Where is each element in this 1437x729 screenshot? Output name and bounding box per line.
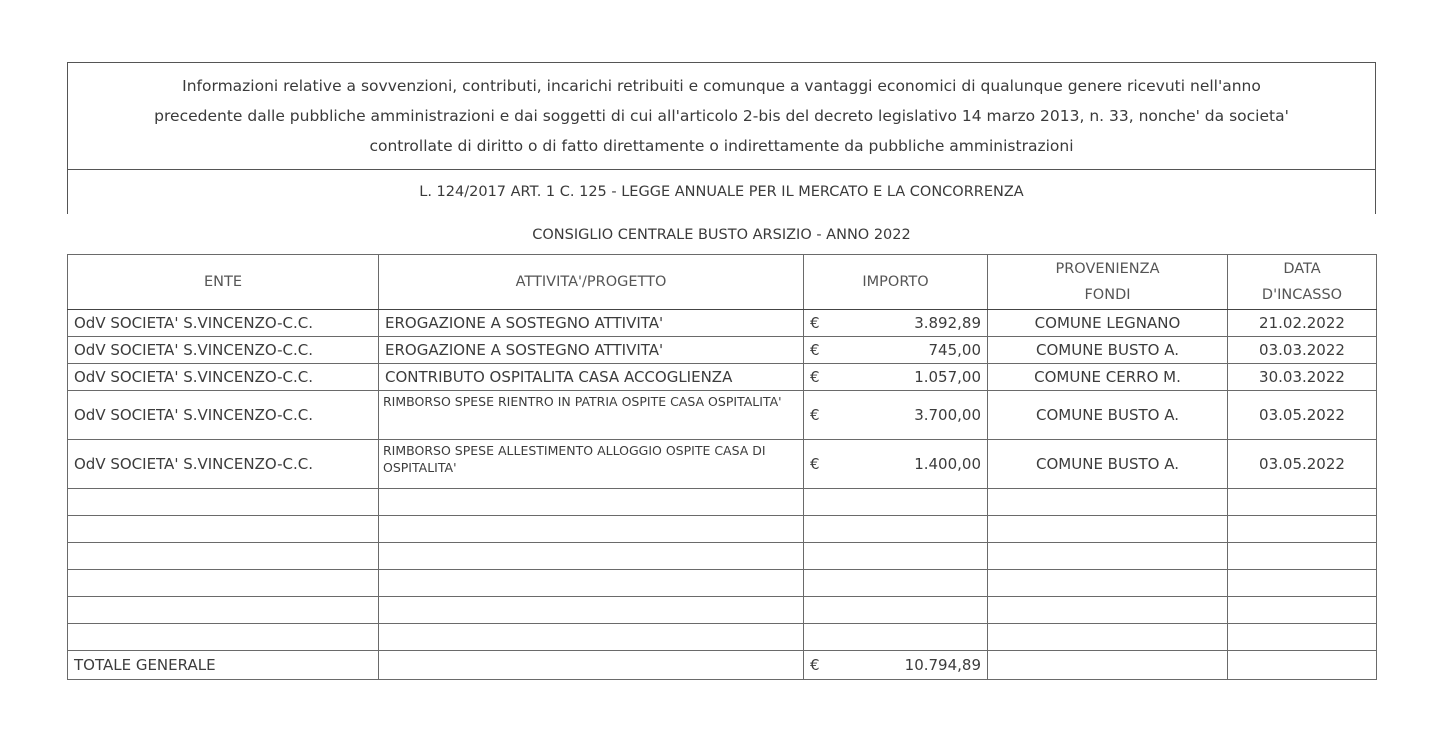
amount-value: 745,00 — [928, 341, 981, 359]
cell-provenienza: COMUNE BUSTO A. — [988, 391, 1228, 440]
cell-provenienza: COMUNE CERRO M. — [988, 364, 1228, 391]
intro-line-1: Informazioni relative a sovvenzioni, contributi, incarichi retribuiti e comunque a vantaggi economici di qualunque genere ricevuti nell'anno — [182, 77, 1261, 95]
col-header-provenienza — [988, 255, 1228, 310]
empty-cell — [988, 516, 1228, 543]
intro-box — [67, 62, 1376, 170]
empty-cell — [988, 543, 1228, 570]
col-header-provenienza-line1: PROVENIENZA — [1055, 261, 1160, 277]
council-title: CONSIGLIO CENTRALE BUSTO ARSIZIO - ANNO 2022 — [532, 227, 911, 243]
cell-ente: OdV SOCIETA' S.VINCENZO-C.C. — [68, 364, 379, 391]
cell-importo — [804, 337, 988, 364]
empty-cell — [988, 570, 1228, 597]
cell-attivita: CONTRIBUTO OSPITALITA CASA ACCOGLIENZA — [379, 364, 804, 391]
empty-cell — [68, 624, 379, 651]
cell-data: 03.05.2022 — [1228, 440, 1377, 489]
col-header-importo: IMPORTO — [804, 255, 988, 310]
col-header-attivita: ATTIVITA'/PROGETTO — [379, 255, 804, 310]
cell-importo — [804, 364, 988, 391]
currency-symbol: € — [810, 368, 820, 386]
total-importo — [804, 651, 988, 680]
empty-cell — [1228, 516, 1377, 543]
col-header-provenienza-line2: FONDI — [1084, 287, 1131, 303]
currency-symbol: € — [810, 656, 820, 674]
total-row — [68, 651, 1377, 680]
cell-ente: OdV SOCIETA' S.VINCENZO-C.C. — [68, 337, 379, 364]
empty-cell — [68, 516, 379, 543]
empty-cell — [379, 624, 804, 651]
empty-cell — [1228, 597, 1377, 624]
intro-line-3: controllate di diritto o di fatto direttamente o indirettamente da pubbliche amministrazioni — [369, 137, 1074, 155]
cell-ente: OdV SOCIETA' S.VINCENZO-C.C. — [68, 310, 379, 337]
empty-row — [68, 597, 1377, 624]
cell-attivita: EROGAZIONE A SOSTEGNO ATTIVITA' — [379, 337, 804, 364]
amount-value: 3.700,00 — [914, 406, 981, 424]
intro-text — [154, 71, 1289, 161]
empty-cell — [804, 489, 988, 516]
cell-ente: OdV SOCIETA' S.VINCENZO-C.C. — [68, 391, 379, 440]
table-header-row — [68, 255, 1377, 310]
col-header-ente: ENTE — [68, 255, 379, 310]
empty-cell — [1228, 624, 1377, 651]
empty-cell — [988, 651, 1228, 680]
cell-importo — [804, 310, 988, 337]
currency-symbol: € — [810, 406, 820, 424]
total-label: TOTALE GENERALE — [68, 651, 379, 680]
empty-cell — [379, 516, 804, 543]
empty-row — [68, 489, 1377, 516]
empty-cell — [988, 597, 1228, 624]
cell-attivita: RIMBORSO SPESE ALLESTIMENTO ALLOGGIO OSPITE CASA DI OSPITALITA' — [379, 440, 804, 489]
funding-table — [67, 254, 1377, 680]
total-amount-value: 10.794,89 — [904, 656, 981, 674]
empty-cell — [1228, 489, 1377, 516]
empty-cell — [379, 651, 804, 680]
table-row — [68, 364, 1377, 391]
empty-cell — [988, 489, 1228, 516]
empty-row — [68, 516, 1377, 543]
empty-cell — [379, 570, 804, 597]
currency-symbol: € — [810, 455, 820, 473]
currency-symbol: € — [810, 341, 820, 359]
table-row — [68, 391, 1377, 440]
empty-cell — [68, 543, 379, 570]
cell-provenienza: COMUNE BUSTO A. — [988, 337, 1228, 364]
table-row — [68, 440, 1377, 489]
law-reference: L. 124/2017 ART. 1 C. 125 - LEGGE ANNUALE PER IL MERCATO E LA CONCORRENZA — [67, 170, 1376, 214]
empty-cell — [1228, 570, 1377, 597]
empty-cell — [379, 597, 804, 624]
amount-value: 1.400,00 — [914, 455, 981, 473]
cell-data: 03.03.2022 — [1228, 337, 1377, 364]
empty-cell — [68, 489, 379, 516]
table-row — [68, 310, 1377, 337]
col-header-data-line1: DATA — [1283, 261, 1321, 277]
empty-cell — [1228, 543, 1377, 570]
empty-cell — [804, 543, 988, 570]
empty-cell — [379, 489, 804, 516]
empty-cell — [68, 597, 379, 624]
cell-data: 03.05.2022 — [1228, 391, 1377, 440]
empty-cell — [68, 570, 379, 597]
empty-row — [68, 570, 1377, 597]
empty-cell — [988, 624, 1228, 651]
empty-cell — [1228, 651, 1377, 680]
cell-provenienza: COMUNE BUSTO A. — [988, 440, 1228, 489]
cell-ente: OdV SOCIETA' S.VINCENZO-C.C. — [68, 440, 379, 489]
cell-data: 21.02.2022 — [1228, 310, 1377, 337]
empty-cell — [804, 516, 988, 543]
cell-attivita: EROGAZIONE A SOSTEGNO ATTIVITA' — [379, 310, 804, 337]
cell-importo — [804, 391, 988, 440]
cell-importo — [804, 440, 988, 489]
cell-data: 30.03.2022 — [1228, 364, 1377, 391]
currency-symbol: € — [810, 314, 820, 332]
empty-cell — [804, 570, 988, 597]
cell-provenienza: COMUNE LEGNANO — [988, 310, 1228, 337]
empty-row — [68, 543, 1377, 570]
col-header-data — [1228, 255, 1377, 310]
intro-line-2: precedente dalle pubbliche amministrazioni e dai soggetti di cui all'articolo 2-bis del decreto legislativo 14 marzo 2013, n. 33, nonche' da societa' — [154, 107, 1289, 125]
amount-value: 1.057,00 — [914, 368, 981, 386]
table-row — [68, 337, 1377, 364]
empty-cell — [804, 624, 988, 651]
col-header-data-line2: D'INCASSO — [1261, 287, 1343, 303]
cell-attivita: RIMBORSO SPESE RIENTRO IN PATRIA OSPITE CASA OSPITALITA' — [379, 391, 804, 440]
empty-row — [68, 624, 1377, 651]
amount-value: 3.892,89 — [914, 314, 981, 332]
empty-cell — [379, 543, 804, 570]
empty-cell — [804, 597, 988, 624]
